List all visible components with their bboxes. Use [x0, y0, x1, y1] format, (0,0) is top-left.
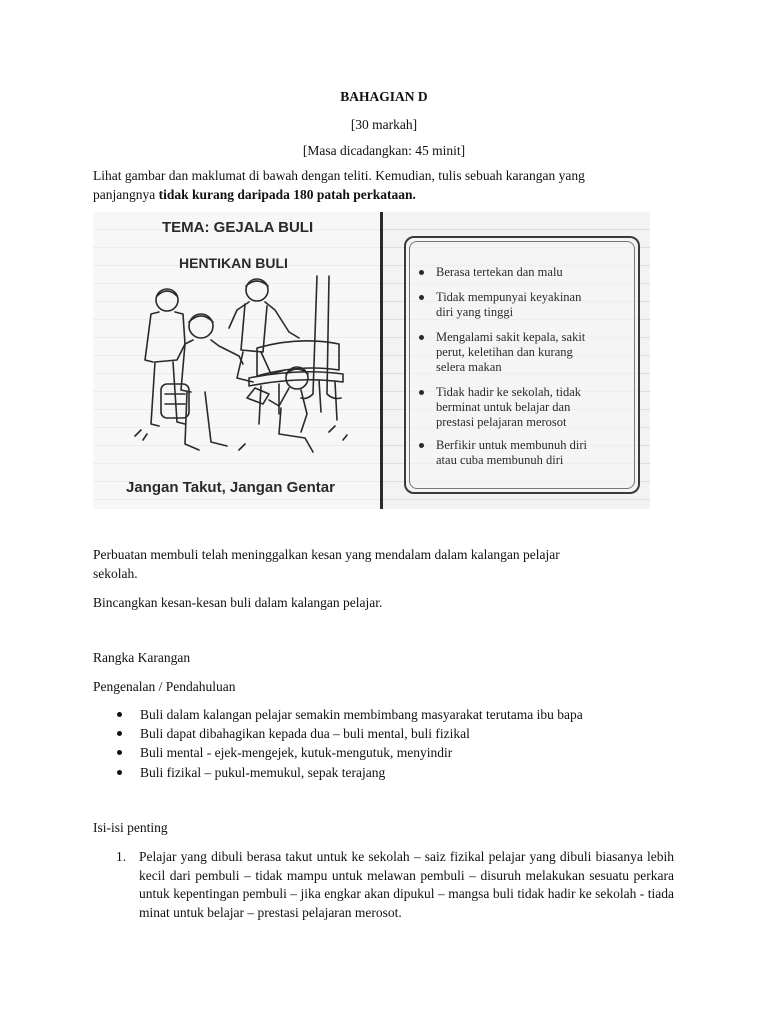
- effect-line: perut, keletihan dan kurang: [436, 345, 573, 359]
- marks-label: [30 markah]: [350, 117, 418, 132]
- bullying-scene-illustration: [129, 274, 359, 474]
- intro-point: [140, 725, 470, 743]
- instruction-word-limit: tidak kurang daripada 180 patah perkataan.: [158, 187, 416, 202]
- main-point-number: 1.: [116, 849, 127, 864]
- bullet-dot: [117, 731, 122, 736]
- slogan: Jangan Takut, Jangan Gentar: [126, 479, 335, 496]
- effect-item: [436, 385, 636, 430]
- statement-line-1: Perbuatan membuli telah meninggalkan kesan yang mendalam dalam kalangan pelajar: [93, 547, 560, 562]
- main-point-text: Pelajar yang dibuli berasa takut untuk ke sekolah – saiz fizikal pelajar yang dibuli biasanya lebih kecil dari pembuli – tidak mampu untuk melawan pembuli – disuruh melakukan sesuatu perkara untuk kepentingan pembuli – jika engkar akan dipukul – mangsa buli tidak hadir ke sekolah - tiada minat untuk belajar – prestasi pelajaran merosot.: [139, 849, 674, 920]
- intro-point: [140, 706, 583, 724]
- effect-item: [436, 438, 636, 468]
- effect-line: Berfikir untuk membunuh diri: [436, 438, 588, 452]
- outline-title: Rangka Karangan: [93, 650, 191, 665]
- instruction-line-1: Lihat gambar dan maklumat di bawah dengan teliti. Kemudian, tulis sebuah karangan yang: [93, 168, 585, 183]
- intro-point-text: Buli mental - ejek-mengejek, kutuk-mengutuk, menyindir: [140, 745, 453, 760]
- stop-bullying-banner: HENTIKAN BULI: [179, 255, 288, 271]
- bullying-figure: [93, 212, 650, 509]
- main-points-title: Isi-isi penting: [93, 820, 168, 835]
- effect-line: selera makan: [436, 360, 502, 374]
- effect-item: [436, 265, 636, 280]
- theme-title: TEMA: GEJALA BULI: [162, 219, 314, 236]
- effect-item: [436, 330, 636, 375]
- bullet-dot: [117, 750, 122, 755]
- bullet-dot: [419, 270, 424, 275]
- task-question: Bincangkan kesan-kesan buli dalam kalangan pelajar.: [93, 595, 383, 610]
- intro-point: [140, 764, 385, 782]
- bullet-dot: [419, 390, 424, 395]
- intro-title: Pengenalan / Pendahuluan: [93, 679, 236, 694]
- effect-line: Mengalami sakit kepala, sakit: [436, 330, 586, 344]
- effect-line: diri yang tinggi: [436, 305, 514, 319]
- intro-point: [140, 744, 452, 762]
- bullet-dot: [117, 770, 122, 775]
- bullet-dot: [419, 443, 424, 448]
- intro-point-text: Buli dapat dibahagikan kepada dua – buli mental, buli fizikal: [140, 726, 470, 741]
- effect-item: [436, 290, 636, 320]
- effect-line: Berasa tertekan dan malu: [436, 265, 563, 279]
- effect-line: berminat untuk belajar dan: [436, 400, 571, 414]
- effect-line: Tidak mempunyai keyakinan: [436, 290, 582, 304]
- effect-line: atau cuba membunuh diri: [436, 453, 564, 467]
- effect-line: prestasi pelajaran merosot: [436, 415, 567, 429]
- instruction-line-2: [93, 186, 416, 204]
- intro-point-text: Buli fizikal – pukul-memukul, sepak terajang: [140, 765, 386, 780]
- bullet-dot: [419, 295, 424, 300]
- illustration-panel: [93, 212, 383, 509]
- bullet-dot: [419, 335, 424, 340]
- effect-line: Tidak hadir ke sekolah, tidak: [436, 385, 582, 399]
- intro-point-text: Buli dalam kalangan pelajar semakin membimbang masyarakat terutama ibu bapa: [140, 707, 583, 722]
- bullet-dot: [117, 712, 122, 717]
- section-heading: BAHAGIAN D: [340, 89, 428, 104]
- instruction-prefix: panjangnya: [93, 187, 159, 202]
- effects-panel: [404, 236, 640, 494]
- statement-line-2: sekolah.: [93, 566, 138, 581]
- time-label: [Masa dicadangkan: 45 minit]: [302, 143, 466, 158]
